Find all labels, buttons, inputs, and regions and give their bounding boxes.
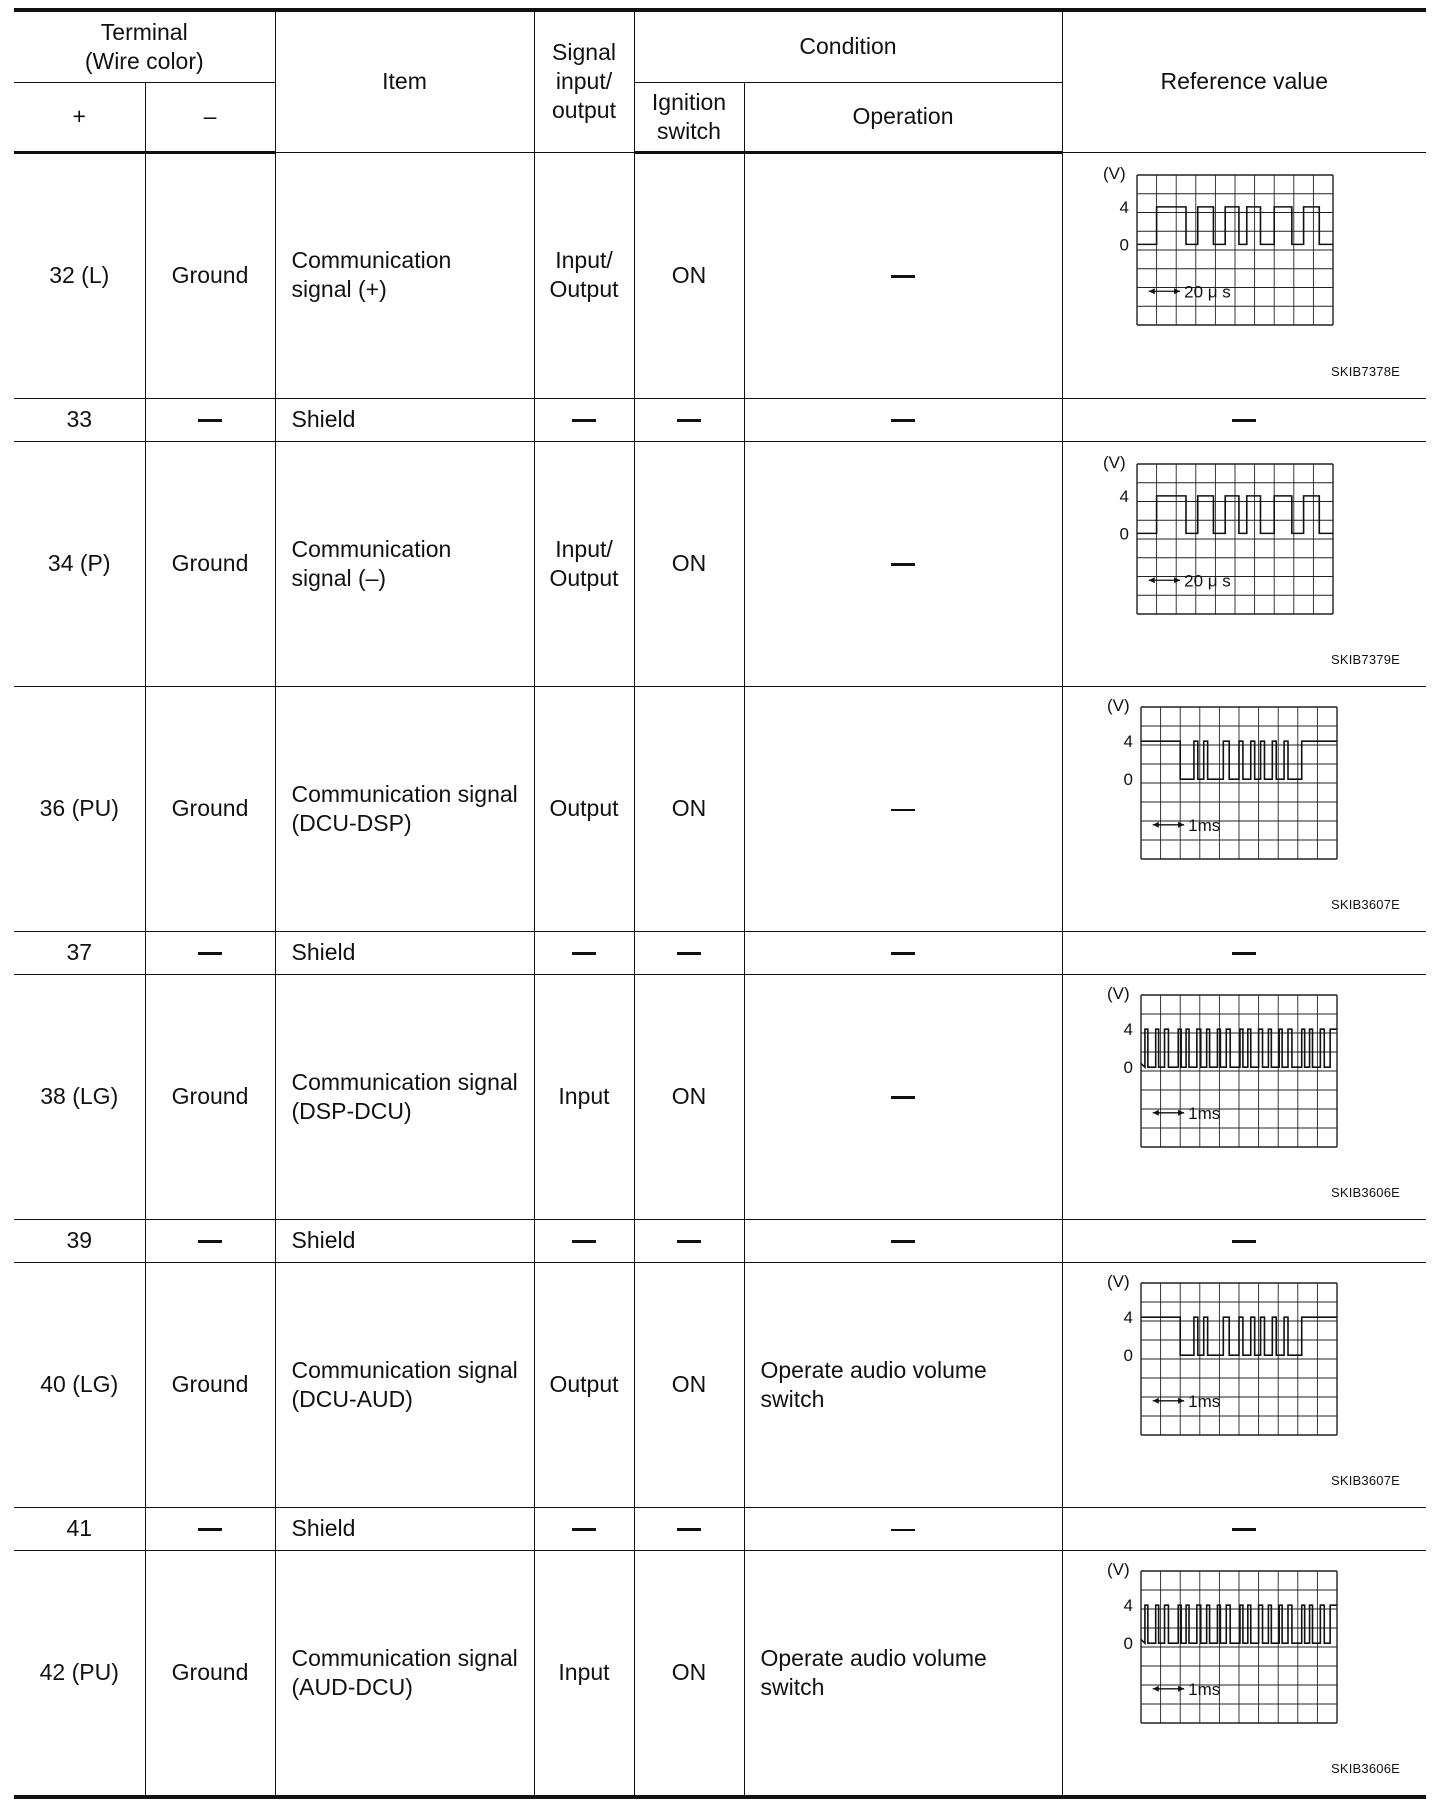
dash-mark (891, 1096, 915, 1099)
dash-mark (572, 952, 596, 955)
cell-plus: 39 (14, 1219, 145, 1262)
table-row (14, 1262, 1426, 1507)
table-row (14, 152, 1426, 398)
cell-minus: Ground (145, 974, 275, 1219)
cell-operation (744, 1507, 1062, 1550)
cell-ignition (634, 1219, 744, 1262)
waveform-trace (1141, 741, 1337, 779)
cell-operation (744, 398, 1062, 441)
time-scale-label: 1ms (1187, 1391, 1220, 1411)
waveform-trace (1141, 1317, 1337, 1355)
cell-plus: 41 (14, 1507, 145, 1550)
y-label-bottom: 0 (1119, 234, 1129, 254)
cell-ignition: ON (634, 441, 744, 686)
cell-reference (1062, 974, 1426, 1219)
y-label-bottom: 0 (1123, 1633, 1133, 1653)
cell-reference (1062, 398, 1426, 441)
table-row (14, 931, 1426, 974)
volt-label: (V) (1102, 452, 1126, 472)
dash-mark (891, 419, 915, 422)
cell-io: Input/ Output (534, 441, 634, 686)
cell-reference (1062, 152, 1426, 398)
cell-io (534, 398, 634, 441)
cell-minus (145, 1219, 275, 1262)
table-row (14, 1550, 1426, 1797)
table-row (14, 974, 1426, 1219)
dash-mark (198, 952, 222, 955)
cell-item: Communication signal (DCU-DSP) (275, 686, 534, 931)
header-operation: Operation (744, 82, 1062, 152)
cell-operation (744, 152, 1062, 398)
cell-item: Shield (275, 1219, 534, 1262)
y-label-top: 4 (1123, 1019, 1133, 1039)
cell-item: Communication signal (AUD-DCU) (275, 1550, 534, 1797)
cell-minus (145, 1507, 275, 1550)
cell-operation (744, 441, 1062, 686)
table-body (14, 152, 1426, 1797)
volt-label: (V) (1102, 163, 1126, 183)
cell-ignition: ON (634, 1550, 744, 1797)
dash-mark (891, 275, 915, 278)
cell-reference (1062, 441, 1426, 686)
header-plus: + (14, 82, 145, 152)
cell-minus (145, 398, 275, 441)
cell-operation: Operate audio volume switch (744, 1550, 1062, 1797)
figure-code: SKIB3607E (1330, 1472, 1400, 1488)
dash-mark (677, 1528, 701, 1531)
cell-ignition: ON (634, 974, 744, 1219)
figure-code: SKIB7379E (1330, 651, 1400, 667)
y-label-bottom: 0 (1123, 769, 1133, 789)
table-row (14, 686, 1426, 931)
dash-mark (572, 419, 596, 422)
header-terminal: Terminal (Wire color) (14, 10, 275, 82)
dash-mark (572, 1528, 596, 1531)
y-label-top: 4 (1119, 197, 1129, 217)
time-scale-label: 20 μ s (1183, 281, 1231, 301)
figure-code: SKIB7378E (1330, 363, 1400, 379)
cell-io: Input (534, 1550, 634, 1797)
dash-mark (1232, 1528, 1256, 1531)
header-reference: Reference value (1062, 10, 1426, 152)
dash-mark (677, 419, 701, 422)
time-scale-label: 1ms (1187, 1103, 1220, 1123)
terminal-table (14, 8, 1426, 1799)
dash-mark (1232, 952, 1256, 955)
figure-code: SKIB3607E (1330, 896, 1400, 912)
cell-plus: 34 (P) (14, 441, 145, 686)
cell-reference (1062, 1550, 1426, 1797)
cell-item: Shield (275, 398, 534, 441)
cell-ignition (634, 1507, 744, 1550)
y-label-bottom: 0 (1119, 523, 1129, 543)
dash-mark (572, 1240, 596, 1243)
table-row (14, 1219, 1426, 1262)
header-condition: Condition (634, 10, 1062, 82)
table-row (14, 1507, 1426, 1550)
cell-plus: 40 (LG) (14, 1262, 145, 1507)
volt-label: (V) (1106, 1271, 1130, 1291)
figure-code: SKIB3606E (1330, 1760, 1400, 1776)
cell-reference (1062, 1219, 1426, 1262)
cell-plus: 33 (14, 398, 145, 441)
cell-io: Output (534, 1262, 634, 1507)
dash-mark (1232, 419, 1256, 422)
cell-reference (1062, 686, 1426, 931)
dash-mark (198, 419, 222, 422)
dash-mark (891, 1529, 915, 1531)
cell-item: Communication signal (DSP-DCU) (275, 974, 534, 1219)
cell-ignition (634, 931, 744, 974)
cell-operation: Operate audio volume switch (744, 1262, 1062, 1507)
cell-operation (744, 931, 1062, 974)
dash-mark (1232, 1240, 1256, 1243)
cell-plus: 32 (L) (14, 152, 145, 398)
cell-item: Shield (275, 931, 534, 974)
cell-item: Shield (275, 1507, 534, 1550)
cell-io (534, 931, 634, 974)
header-minus: – (145, 82, 275, 152)
y-label-top: 4 (1123, 1307, 1133, 1327)
cell-minus (145, 931, 275, 974)
y-label-top: 4 (1123, 1595, 1133, 1615)
dash-mark (198, 1528, 222, 1531)
cell-io: Output (534, 686, 634, 931)
cell-plus: 42 (PU) (14, 1550, 145, 1797)
cell-item: Communication signal (DCU-AUD) (275, 1262, 534, 1507)
cell-item: Communication signal (+) (275, 152, 534, 398)
dash-mark (891, 952, 915, 955)
cell-ignition: ON (634, 152, 744, 398)
dash-mark (891, 1240, 915, 1243)
time-scale-label: 1ms (1187, 1679, 1220, 1699)
volt-label: (V) (1106, 1559, 1130, 1579)
dash-mark (891, 809, 915, 811)
cell-ignition: ON (634, 686, 744, 931)
volt-label: (V) (1106, 983, 1130, 1003)
cell-reference (1062, 1507, 1426, 1550)
table-row (14, 398, 1426, 441)
dash-mark (677, 1240, 701, 1243)
header-item: Item (275, 10, 534, 152)
dash-mark (198, 1240, 222, 1243)
cell-io: Input (534, 974, 634, 1219)
cell-minus: Ground (145, 1550, 275, 1797)
cell-minus: Ground (145, 152, 275, 398)
cell-plus: 37 (14, 931, 145, 974)
y-label-top: 4 (1123, 731, 1133, 751)
cell-minus: Ground (145, 441, 275, 686)
time-scale-label: 1ms (1187, 815, 1220, 835)
cell-ignition: ON (634, 1262, 744, 1507)
cell-minus: Ground (145, 1262, 275, 1507)
dash-mark (891, 563, 915, 566)
cell-io (534, 1219, 634, 1262)
y-label-bottom: 0 (1123, 1345, 1133, 1365)
cell-io: Input/ Output (534, 152, 634, 398)
volt-label: (V) (1106, 695, 1130, 715)
header-ignition: Ignition switch (634, 82, 744, 152)
cell-operation (744, 974, 1062, 1219)
cell-operation (744, 1219, 1062, 1262)
table-row (14, 441, 1426, 686)
y-label-bottom: 0 (1123, 1057, 1133, 1077)
cell-item: Communication signal (–) (275, 441, 534, 686)
cell-plus: 38 (LG) (14, 974, 145, 1219)
cell-minus: Ground (145, 686, 275, 931)
cell-reference (1062, 931, 1426, 974)
cell-reference (1062, 1262, 1426, 1507)
dash-mark (677, 952, 701, 955)
cell-ignition (634, 398, 744, 441)
header-signal-io: Signal input/ output (534, 10, 634, 152)
time-scale-label: 20 μ s (1183, 570, 1231, 590)
cell-operation (744, 686, 1062, 931)
figure-code: SKIB3606E (1330, 1184, 1400, 1200)
cell-io (534, 1507, 634, 1550)
cell-plus: 36 (PU) (14, 686, 145, 931)
y-label-top: 4 (1119, 486, 1129, 506)
